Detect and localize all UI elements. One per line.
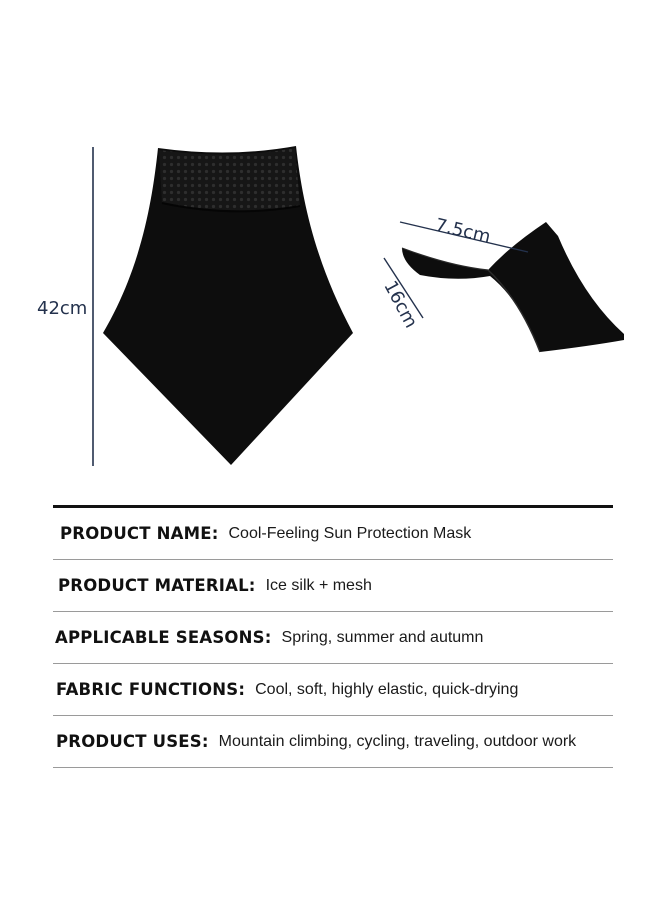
spec-row-applicable-seasons — [53, 612, 613, 664]
spec-value: Cool, soft, highly elastic, quick-drying — [255, 680, 519, 698]
spec-table — [53, 505, 613, 768]
depth-label: 16cm — [379, 277, 422, 332]
mask-side-view — [402, 222, 624, 352]
spec-value: Cool-Feeling Sun Protection Mask — [228, 524, 472, 542]
spec-value: Spring, summer and autumn — [281, 628, 484, 646]
spec-row-product-material — [53, 560, 613, 612]
spec-value: Mountain climbing, cycling, traveling, outdoor work — [218, 732, 577, 750]
spec-label: PRODUCT NAME: — [60, 524, 219, 543]
spec-label: FABRIC FUNCTIONS: — [56, 680, 246, 699]
mask-front-view — [103, 146, 353, 465]
spec-row-product-uses — [53, 716, 613, 768]
spec-label: APPLICABLE SEASONS: — [55, 628, 272, 647]
width-label: 7.5cm — [433, 214, 493, 248]
spec-row-fabric-functions — [53, 664, 613, 716]
height-label: 42cm — [37, 298, 88, 319]
spec-row-product-name — [53, 508, 613, 560]
spec-label: PRODUCT USES: — [56, 732, 209, 751]
spec-label: PRODUCT MATERIAL: — [58, 576, 256, 595]
spec-value: Ice silk + mesh — [265, 576, 372, 594]
